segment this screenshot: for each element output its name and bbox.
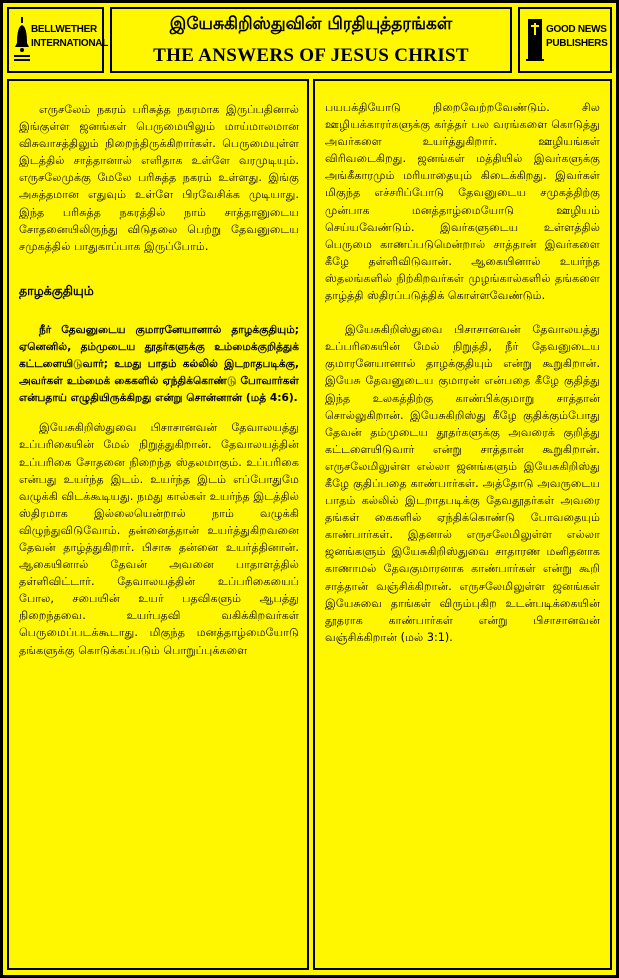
right-column-text: [325, 99, 600, 646]
right-column: [313, 79, 612, 970]
page-title-english: THE ANSWERS OF JESUS CHRIST: [153, 45, 469, 66]
right-paragraph-2: இயேசுகிறிஸ்துவை பிசாசானவன் தேவாலயத்து உப்பரிகையின் மேல் நிறுத்தி, நீர் தேவனுடைய குமாரனேயானால் தாழக்குதியும் என்று கூறுகிறான். இயேசு தேவனுடைய குமாரன் என்பதை கீழே குதித்து இந்த உலகத்திற்கு காண்பிக்குமாறு சாத்தான் சொல்லுகிறான். இயேசுகிறிஸ்து கீழே குதிக்கும்போது தேவன் தம்முடைய தூதர்களுக்கு அவரைக் குறித்து கட்டளையிடுவார் என்று சாத்தான் கூறுகிறான். எருசலேமிலுள்ள எல்லா ஜனங்களும் இயேசுகிறிஸ்து கீழே குதிப்பதை காண்பார்கள். அத்தோடு அவருடைய பாதம் கல்லில் இடறாதபடிக்கு தேவதூதர்கள் அவரை தங்கள் கைகளில் ஏந்திக்கொண்டு போவதையும் காண்பார்கள். இதனால் எருசலேமிலுள்ள எல்லா ஜனங்களும் இயேசுகிறிஸ்துவை சாதாரண மனிதனாக காணாமல் தேவகுமாரனாக காண்பார்கள் என்று கூறி சாத்தான் வஞ்சிக்கிறான். எருசலேமிலுள்ள ஜனங்கள் இயேசுவை தாங்கள் விரும்புகிற உடன்படிக்கையின் தூதராக காண்பார்கள் என்று பிசாசானவன் வஞ்சிக்கிறான் (மல் 3:1).: [325, 323, 600, 644]
book-icon: [525, 17, 545, 63]
logo-good-news: [518, 7, 612, 73]
left-paragraph-1: எருசலேம் நகரம் பரிசுத்த நகரமாக இருப்பதினால் இங்குள்ள ஜனங்கள் பெருமையிலும் மாய்மாலமான விசுவாசத்திலும் நிறைந்திருக்கிறார்கள். பெருமையுள்ள இடத்தில் சாத்தானால் எளிதாக உள்ளே வரமுடியும். எருசலேமுக்கு மேலே பரிசுத்த நகரம் உள்ளது. இங்கு அசுத்தமான எதுவும் உள்ளே பிரவேசிக்க முடியாது. இந்த பரிசுத்த நகரத்தில் நாம் சாத்தானுடைய சோதனையிலிருந்து விடுதலை பெற்று தேவனுடைய சமுகத்தில் பாதுகாப்பாக இருப்போம்.: [19, 103, 299, 253]
logo-left-line2: INTERNATIONAL: [31, 38, 109, 49]
right-paragraph-1: பயபக்தியோடு நிறைவேற்றவேண்டும். சில ஊழியக்காரர்களுக்கு கர்த்தர் பல வரங்களை கொடுத்து அவர்களை உயர்த்துகிறார். ஊழியங்கள் விரிவடைகிறது. ஜனங்கள் மத்தியில் இவர்களுக்கு அங்கீகாரமும் மரியாதையும் கிடைக்கிறது. இவர்கள் மிகுந்த எச்சரிப்போடு தேவனுடைய சமுகத்திற்கு முன்பாக மனத்தாழ்மையோடு ஊழியம் செய்யவேண்டும். இவர்களுடைய உள்ளத்தில் பெருமை காணப்படுமென்றால் சாத்தான் இவர்களை கீழே தள்ளிவிடுவான். ஆகையினால் உயர்ந்த ஸ்தலங்களில் நிற்கிறவர்கள் முழங்கால்களில் தங்களை தாழ்த்தி ஸ்திரப்படுத்திக் கொள்ளவேண்டும்.: [325, 101, 600, 303]
page-title-tamil: இயேசுகிறிஸ்துவின் பிரதியுத்தரங்கள்: [169, 14, 453, 34]
logo-left-text: [31, 23, 108, 51]
bell-icon: [14, 17, 30, 63]
left-paragraph-2: இயேசுகிறிஸ்துவை பிசாசானவன் தேவாலயத்து உப்பரிகையின் மேல் நிறுத்துகிறான். தேவாலயத்தின் உப்பரிகை சோதனை நிறைந்த ஸ்தலமாகும். உப்பரிகை என்பது உயர்ந்த இடம். உயர்ந்த இடம் எப்போதுமே வழுக்கி விடக்கூடியது. நமது கால்கள் உயர்ந்த இடத்தில் ஸ்திரமாக இல்லையென்றால் நாம் வழுக்கி விழுந்துவிடுவோம். தன்னைத்தான் உயர்த்துகிறவனை தேவன் தாழ்த்துகிறார். பிசாசு தன்னை உயர்த்தினான். ஆகையினால் தேவன் அவனை பாதாளத்தில் தள்ளிவிட்டார். தேவாலயத்தின் உப்பரிகையைப் போல, சபையின் உயர் பதவிகளும் ஆபத்து நிறைந்தவை. உயர்பதவி வகிக்கிறவர்கள் பெருமைப்படக்கூடாது. மிகுந்த மனத்தாழ்மையோடு தங்களுக்கு கொடுக்கப்படும் பொறுப்புக்களை: [19, 421, 299, 657]
scripture-verse: நீர் தேவனுடைய குமாரனேயானால் தாழக்குதியும்; ஏனெனில், தம்முடைய தூதர்களுக்கு உம்மைக்குறித்துக் கட்டளையிடுவார்; உமது பாதம் கல்லில் இடறாதபடிக்கு, அவர்கள் உம்மைக் கைகளில் ஏந்திக்கொண்டு போவார்கள் என்பதாய் எழுதியிருக்கிறது என்று சொன்னான் (மத் 4:6).: [19, 323, 299, 405]
logo-bellwether: [7, 7, 109, 73]
title-box: [110, 7, 512, 73]
logo-right-line2: PUBLISHERS: [546, 38, 608, 49]
logo-left-line1: BELLWETHER: [31, 24, 97, 35]
page-frame: [3, 3, 616, 975]
logo-right-text: [546, 23, 607, 51]
section-heading: தாழக்குதியும்: [19, 282, 94, 298]
logo-right-line1: GOOD NEWS: [546, 24, 607, 35]
left-column: [7, 79, 309, 970]
left-column-text: [19, 101, 299, 659]
